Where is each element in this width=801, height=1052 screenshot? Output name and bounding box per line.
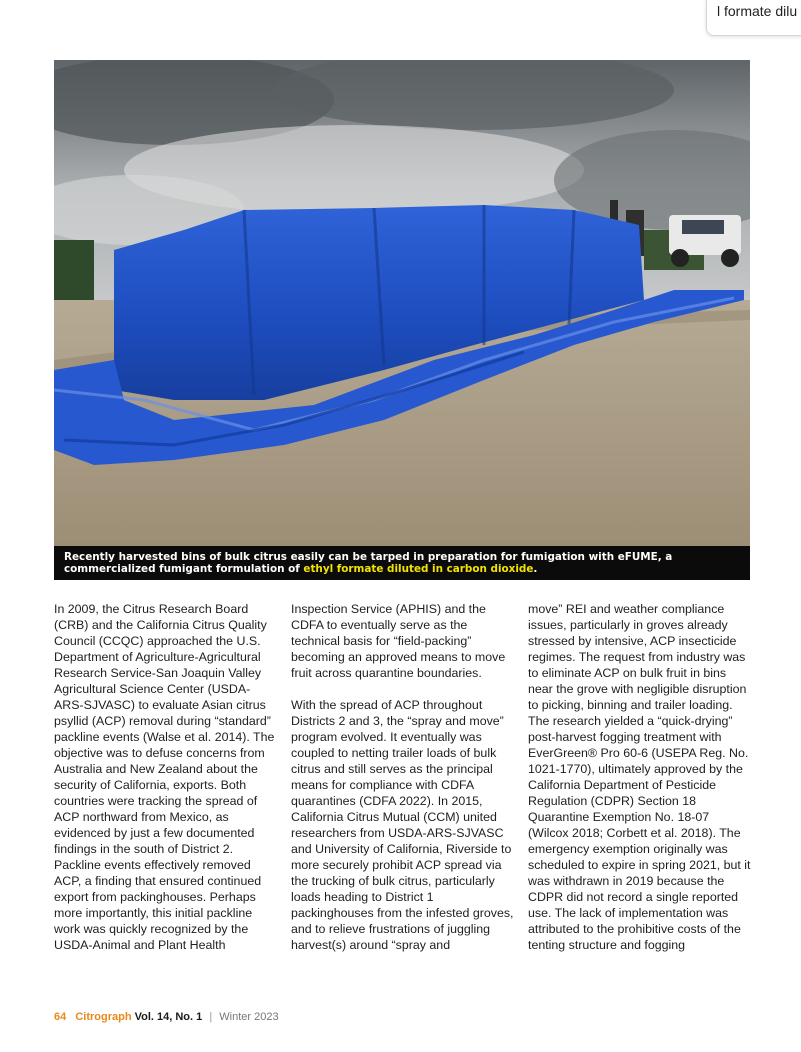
page-footer	[54, 1011, 279, 1023]
paragraph: move” REI and weather compliance issues, particularly in groves already stressed by intensive, ACP insecticide regimes. The request from industry was to eliminate ACP on bulk fruit in bins near the grove with negligible disruption to picking, binning and trailer loading. The research yielded a “quick-drying” post-harvest fogging treatment with EverGreen® Pro 60-6 (USEPA Reg. No. 1021-1770), ultimately approved by the California Department of Pesticide Regulation (CDPR) Section 18 Quarantine Exemption No. 18-07 (Wilcox 2018; Corbett et al. 2018). The emergency exemption originally was scheduled to expire in spring 2021, but it was withdrawn in 2019 because the CDPR did not record a single reported use. The lack of implementation was attributed to the prohibitive costs of the tenting structure and fogging	[528, 602, 751, 952]
page-number: 64	[54, 1011, 67, 1023]
find-query-text: l formate dilu	[717, 3, 798, 19]
caption-highlight: ethyl formate diluted in carbon dioxide	[303, 563, 534, 575]
paragraph: Inspection Service (APHIS) and the CDFA to eventually serve as the technical basis for “field-packing” becoming an approved means to move fruit across quarantine boundaries.	[291, 602, 506, 680]
caption-tail: .	[533, 563, 538, 575]
volume-label: Vol. 14, No. 1	[134, 1011, 203, 1023]
column-1	[54, 601, 279, 953]
footer-separator: |	[209, 1011, 213, 1023]
issue-label: Winter 2023	[219, 1011, 279, 1023]
paragraph: With the spread of ACP throughout Districts 2 and 3, the “spray and move” program evolved. It eventually was coupled to netting trailer loads of bulk citrus and still serves as the principal means for compliance with CDFA quarantines (CDFA 2022). In 2015, California Citrus Mutual (CCM) united researchers from USDA-ARS-SJVASC and University of California, Riverside to more securely prohibit ACP spread via the trucking of bulk citrus, particularly loads heading to District 1 packinghouses from the infested groves, and to relieve frustrations of juggling harvest(s) around “spray and	[291, 698, 514, 952]
article-photo	[54, 60, 750, 546]
photo-caption	[54, 546, 750, 580]
find-in-page-popup[interactable]	[706, 0, 801, 36]
caption-lead: Recently harvested bins of bulk citrus easily can be tarped in preparation for fumigation with eFUME, a commercialized fumigant formulation of	[64, 551, 673, 575]
column-3	[528, 601, 753, 953]
column-2	[291, 601, 516, 953]
magazine-name: Citrograph	[75, 1011, 132, 1023]
paragraph: In 2009, the Citrus Research Board (CRB) and the California Citrus Quality Council (CCQC) approached the U.S. Department of Agriculture-Agricultural Research Service-San Joaquin Valley Agricultural Science Center (USDA-ARS-SJVASC) to evaluate Asian citrus psyllid (ACP) removal during “standard” packline events (Walse et al. 2014). The objective was to defuse concerns from Australia and New Zealand about the security of California, exports. Both countries were tracking the spread of ACP northward from Mexico, as evidenced by just a few documented findings in the south of District 2. Packline events effectively removed ACP, a finding that ensured continued export from packinghouses. Perhaps more importantly, this initial packline work was quickly recognized by the USDA-Animal and Plant Health	[54, 602, 275, 952]
